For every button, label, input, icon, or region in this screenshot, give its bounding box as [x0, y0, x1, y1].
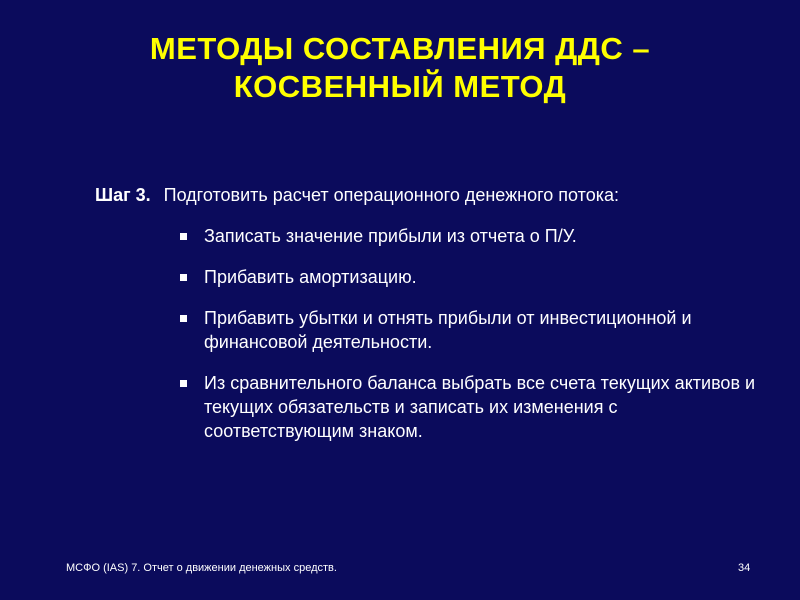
footer-caption: МСФО (IAS) 7. Отчет о движении денежных средств.: [66, 562, 337, 574]
square-bullet-icon: [180, 274, 187, 281]
page-number: 34: [738, 562, 751, 574]
bullet-text: Прибавить убытки и отнять прибыли от инвестиционной и финансовой деятельности.: [204, 308, 692, 352]
bullet-list: [178, 224, 768, 460]
bullet-item: [178, 265, 768, 289]
slide-title-line-1: МЕТОДЫ СОСТАВЛЕНИЯ ДДС –: [149, 31, 651, 66]
square-bullet-icon: [180, 380, 187, 387]
bullet-text: Прибавить амортизацию.: [204, 267, 417, 287]
slide-title-line-2: КОСВЕННЫЙ МЕТОД: [233, 69, 567, 104]
bullet-text: Записать значение прибыли из отчета о П/У.: [204, 226, 577, 246]
step-heading: [95, 183, 619, 207]
step-text: Подготовить расчет операционного денежного потока:: [163, 185, 619, 205]
bullet-item: [178, 371, 768, 443]
bullet-text: Из сравнительного баланса выбрать все счета текущих активов и текущих обязательств и записать их изменения с соответствующим знаком.: [204, 373, 756, 441]
square-bullet-icon: [180, 233, 187, 240]
bullet-item: [178, 224, 768, 248]
step-label: Шаг 3.: [95, 185, 151, 205]
square-bullet-icon: [180, 315, 187, 322]
slide-title: [0, 30, 800, 106]
bullet-item: [178, 306, 768, 354]
